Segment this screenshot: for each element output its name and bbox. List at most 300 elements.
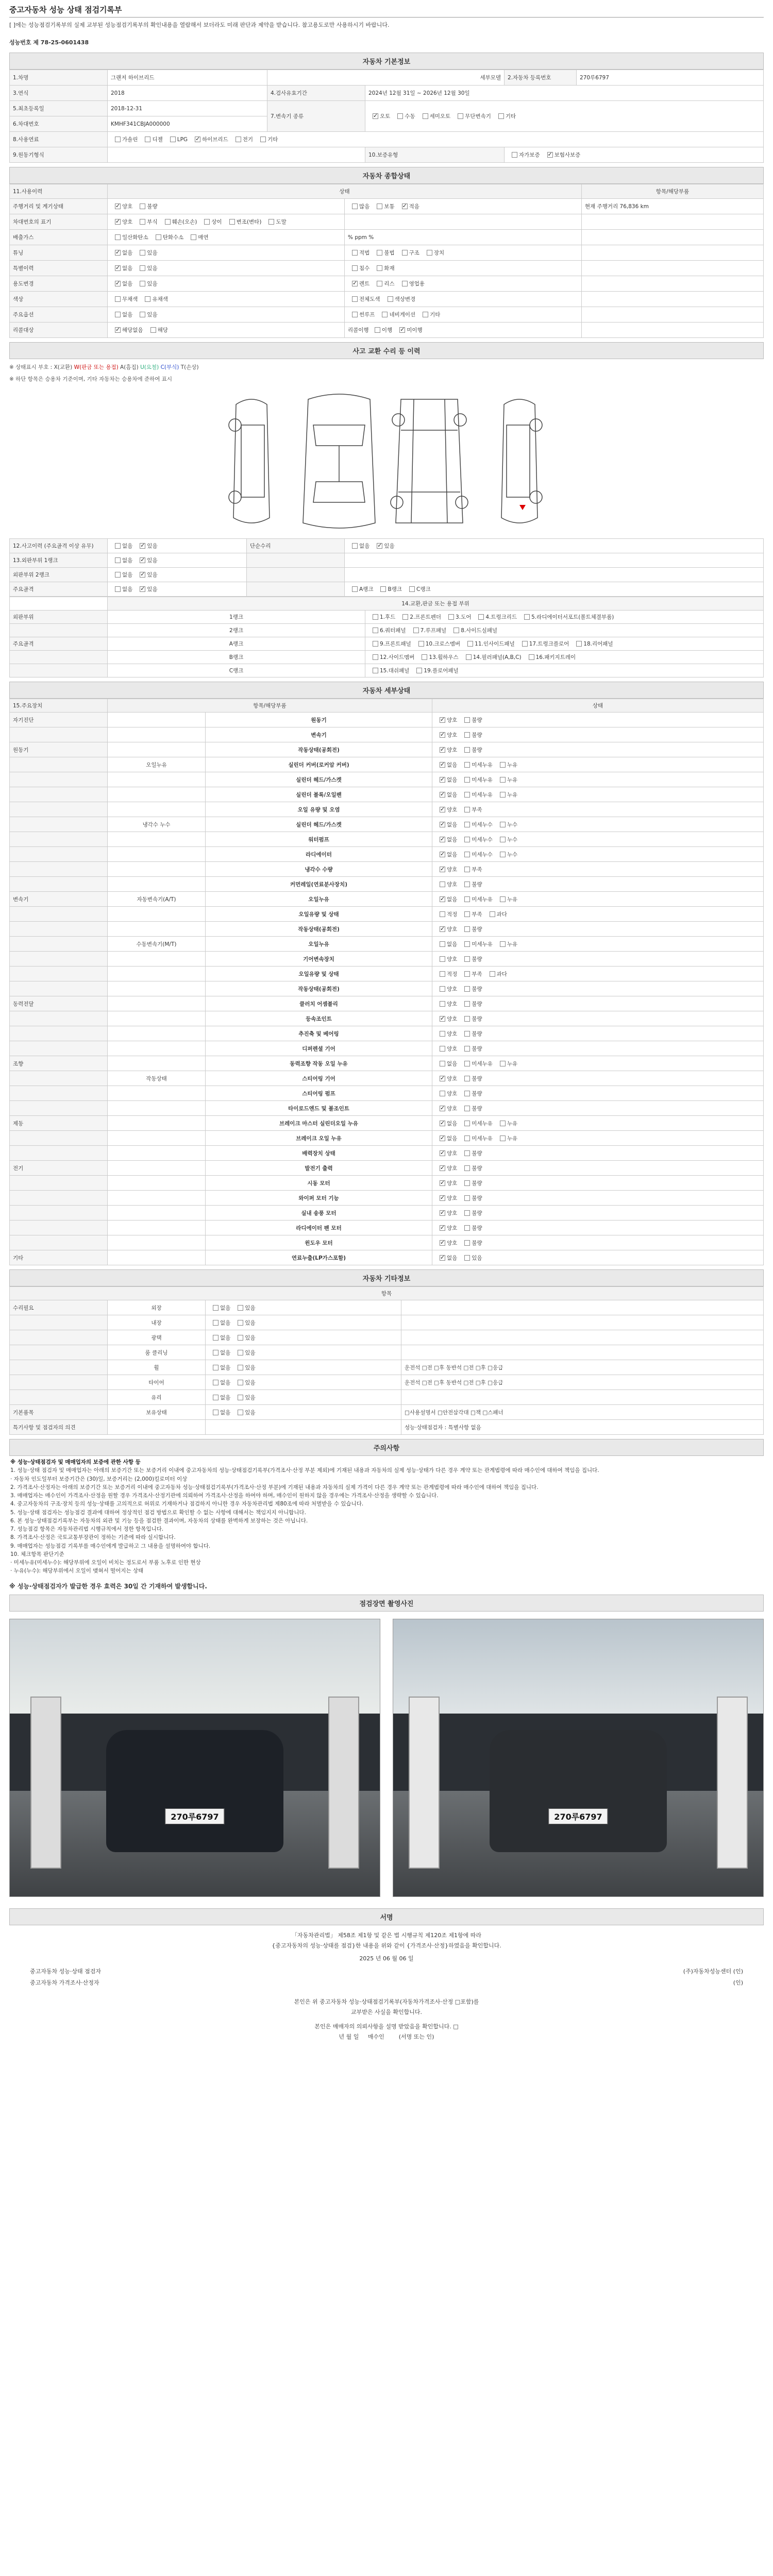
detail-item: 원동기 <box>206 713 432 727</box>
detail-option <box>435 1045 457 1053</box>
overall-checkbox[interactable] <box>140 265 145 271</box>
detail-table <box>9 699 764 1265</box>
detail-checkbox[interactable] <box>440 1180 445 1186</box>
detail-row <box>10 922 764 937</box>
overall-option-label: 변조(변타) <box>236 219 262 225</box>
detail-checkbox[interactable] <box>440 896 445 902</box>
detail-checkbox[interactable] <box>440 1255 445 1261</box>
detail-checkbox[interactable] <box>464 732 470 738</box>
detail-checkbox[interactable] <box>440 941 445 947</box>
detail-option-label: 미세누수 <box>472 821 493 828</box>
overall-row <box>10 276 764 292</box>
overall-detail-checkbox[interactable] <box>352 296 358 302</box>
detail-checkbox[interactable] <box>464 1046 470 1052</box>
detail-checkbox[interactable] <box>440 926 445 932</box>
detail-checkbox[interactable] <box>440 792 445 798</box>
detail-row <box>10 1131 764 1146</box>
part-checkbox[interactable] <box>524 614 530 620</box>
detail-checkbox[interactable] <box>500 762 506 768</box>
detail-checkbox[interactable] <box>464 896 470 902</box>
detail-checkbox[interactable] <box>464 1150 470 1156</box>
detail-option <box>460 1075 482 1082</box>
accident-option-label: 있음 <box>147 543 158 549</box>
accident-option-label: 없음 <box>122 557 133 564</box>
detail-option <box>435 1209 457 1217</box>
other-checkbox[interactable] <box>213 1305 219 1311</box>
parts-group <box>10 651 108 664</box>
notice-text: [ ]에는 성능점검기록부의 실제 교부된 성능점검기록부의 확인내용을 열람해서 보더라도 미래 판단과 제약을 받습니다. 참고용도로만 사용하시기 바랍니다. <box>9 22 390 28</box>
part-checkbox[interactable] <box>576 641 582 647</box>
detail-checkbox[interactable] <box>464 1001 470 1007</box>
transmission-option <box>494 112 516 120</box>
overall-checkbox[interactable] <box>268 219 274 225</box>
detail-checkbox[interactable] <box>464 1255 470 1261</box>
other-option-label: 없음 <box>220 1409 231 1416</box>
label-detail-model: 세부모델 <box>267 70 505 86</box>
detail-checkbox[interactable] <box>440 1136 445 1141</box>
overall-detail-option <box>398 280 425 287</box>
part-checkbox[interactable] <box>453 628 459 633</box>
detail-checkbox[interactable] <box>440 1016 445 1022</box>
detail-checkbox[interactable] <box>440 1150 445 1156</box>
detail-checkbox[interactable] <box>440 1195 445 1201</box>
warranty-checkbox[interactable] <box>512 152 517 158</box>
part-option-label: 6.쿼터패널 <box>380 628 406 634</box>
fuel-checkbox[interactable] <box>195 137 200 142</box>
overall-checkbox[interactable] <box>115 312 121 317</box>
detail-option-label: 양호 <box>447 1180 458 1187</box>
part-checkbox[interactable] <box>413 628 419 633</box>
detail-checkbox[interactable] <box>500 777 506 783</box>
overall-detail-option <box>395 326 422 334</box>
detail-checkbox[interactable] <box>440 1210 445 1216</box>
overall-checkbox[interactable] <box>140 281 145 286</box>
part-checkbox[interactable] <box>373 668 378 673</box>
detail-checkbox[interactable] <box>500 822 506 827</box>
fuel-checkbox[interactable] <box>260 137 266 142</box>
detail-option <box>460 716 482 724</box>
detail-checkbox[interactable] <box>440 867 445 872</box>
detail-checkbox[interactable] <box>464 1061 470 1066</box>
other-option-label: 없음 <box>220 1334 231 1341</box>
inspector-value: (주)자동차성능센터 (인) <box>683 1968 743 1975</box>
detail-option-label: 양호 <box>447 1075 458 1082</box>
transmission-checkbox[interactable] <box>373 113 378 119</box>
overall-detail-checkbox[interactable] <box>375 327 380 333</box>
detail-checkbox[interactable] <box>440 732 445 738</box>
label-inspection-period: 4.검사유효기간 <box>267 86 365 101</box>
other-option-label: 있음 <box>245 1394 256 1401</box>
accident2-checkbox[interactable] <box>409 586 415 592</box>
parts-items <box>365 651 764 664</box>
other-state <box>206 1360 401 1375</box>
detail-checkbox[interactable] <box>440 1106 445 1111</box>
detail-checkbox[interactable] <box>464 1121 470 1126</box>
fuel-checkbox[interactable] <box>236 137 241 142</box>
detail-checkbox[interactable] <box>464 971 470 977</box>
detail-checkbox[interactable] <box>464 1136 470 1141</box>
detail-option <box>435 716 457 724</box>
other-option-label: 없음 <box>220 1349 231 1356</box>
detail-group <box>10 832 108 847</box>
section-photos: 점검장면 촬영사진 <box>9 1595 764 1612</box>
detail-state <box>432 981 764 996</box>
overall-detail-option <box>348 311 375 318</box>
detail-checkbox[interactable] <box>464 1106 470 1111</box>
detail-state <box>432 952 764 967</box>
overall-checkbox[interactable] <box>140 219 145 225</box>
detail-item: 작동상태(공회전) <box>206 922 432 937</box>
overall-detail-option-label: 화재 <box>384 265 395 272</box>
warranty-checkbox[interactable] <box>547 152 553 158</box>
detail-subgroup <box>108 1026 206 1041</box>
other-checkbox[interactable] <box>238 1365 243 1370</box>
detail-checkbox[interactable] <box>440 1225 445 1231</box>
detail-option-label: 불량 <box>472 1195 482 1201</box>
detail-checkbox[interactable] <box>500 792 506 798</box>
detail-checkbox[interactable] <box>500 837 506 842</box>
fuel-checkbox[interactable] <box>170 137 176 142</box>
detail-option-label: 과다 <box>496 971 507 977</box>
other-option-label: 없음 <box>220 1304 231 1311</box>
overall-detail-checkbox[interactable] <box>382 312 388 317</box>
overall-detail-option <box>348 264 369 272</box>
overall-option <box>111 326 143 334</box>
warranty-option <box>508 151 540 159</box>
overall-detail-checkbox[interactable] <box>377 265 382 271</box>
detail-checkbox[interactable] <box>464 807 470 812</box>
detail-checkbox[interactable] <box>440 1061 445 1066</box>
detail-checkbox[interactable] <box>464 882 470 887</box>
detail-checkbox[interactable] <box>500 896 506 902</box>
part-checkbox[interactable] <box>422 654 427 660</box>
overall-detail-option <box>371 326 392 334</box>
detail-checkbox[interactable] <box>464 747 470 753</box>
parts-group <box>10 664 108 677</box>
detail-option <box>435 955 457 963</box>
other-checkbox[interactable] <box>238 1320 243 1326</box>
detail-state <box>432 877 764 892</box>
detail-checkbox[interactable] <box>490 911 495 917</box>
other-group <box>10 1345 108 1360</box>
detail-state <box>432 1161 764 1176</box>
section-signature: 서명 <box>9 1908 764 1925</box>
fuel-checkbox[interactable] <box>115 137 121 142</box>
detail-checkbox[interactable] <box>464 717 470 723</box>
overall-checkbox[interactable] <box>150 327 156 333</box>
part-checkbox[interactable] <box>373 641 378 647</box>
fuel-checkbox[interactable] <box>145 137 150 142</box>
detail-item: 브레이크 오일 누유 <box>206 1131 432 1146</box>
detail-checkbox[interactable] <box>464 1165 470 1171</box>
accident-checkbox[interactable] <box>115 572 121 578</box>
detail-row <box>10 1056 764 1071</box>
detail-checkbox[interactable] <box>464 1091 470 1096</box>
detail-checkbox[interactable] <box>440 1001 445 1007</box>
detail-checkbox[interactable] <box>464 792 470 798</box>
accident-checkbox[interactable] <box>140 543 145 549</box>
part-checkbox[interactable] <box>529 654 534 660</box>
other-checkbox[interactable] <box>213 1335 219 1341</box>
overall-checkbox[interactable] <box>140 250 145 256</box>
fuel-options <box>108 132 764 147</box>
detail-option <box>435 1134 457 1142</box>
detail-option-label: 없음 <box>447 791 458 798</box>
detail-state <box>432 817 764 832</box>
detail-checkbox[interactable] <box>500 1061 506 1066</box>
part-checkbox[interactable] <box>373 628 378 633</box>
detail-checkbox[interactable] <box>464 1195 470 1201</box>
overall-detail-checkbox[interactable] <box>423 312 428 317</box>
detail-checkbox[interactable] <box>500 852 506 857</box>
accident2-checkbox[interactable] <box>352 543 358 549</box>
overall-checkbox[interactable] <box>115 265 121 271</box>
part-option <box>414 640 460 648</box>
detail-checkbox[interactable] <box>464 1210 470 1216</box>
overall-option-label: 양호 <box>122 204 133 210</box>
accident2-checkbox[interactable] <box>352 586 358 592</box>
detail-checkbox[interactable] <box>440 1121 445 1126</box>
transmission-checkbox[interactable] <box>423 113 428 119</box>
overall-detail-option <box>373 249 394 257</box>
detail-option <box>460 1254 482 1262</box>
accident-checkbox[interactable] <box>115 586 121 592</box>
overall-checkbox[interactable] <box>115 296 121 302</box>
inspector-row <box>9 1967 764 1975</box>
overall-option <box>136 218 157 226</box>
overall-checkbox[interactable] <box>204 219 210 225</box>
detail-checkbox[interactable] <box>500 941 506 947</box>
other-checkbox[interactable] <box>213 1395 219 1400</box>
overall-detail-checkbox[interactable] <box>377 250 382 256</box>
overall-row-label: 주요옵션 <box>10 307 108 323</box>
part-checkbox[interactable] <box>448 614 454 620</box>
overall-option <box>111 295 138 303</box>
overall-detail3-checkbox[interactable] <box>427 250 432 256</box>
detail-checkbox[interactable] <box>440 1076 445 1081</box>
detail-checkbox[interactable] <box>440 762 445 768</box>
detail-option-label: 불량 <box>472 732 482 738</box>
detail-checkbox[interactable] <box>440 747 445 753</box>
detail-state <box>432 1011 764 1026</box>
detail-checkbox[interactable] <box>464 762 470 768</box>
accident-checkbox[interactable] <box>140 586 145 592</box>
overall-detail-checkbox[interactable] <box>388 296 393 302</box>
part-checkbox[interactable] <box>478 614 484 620</box>
overall-detail-checkbox[interactable] <box>399 327 405 333</box>
overall-checkbox[interactable] <box>156 234 161 240</box>
overall-detail-checkbox[interactable] <box>352 312 358 317</box>
part-checkbox[interactable] <box>416 668 422 673</box>
accident-checkbox[interactable] <box>115 543 121 549</box>
overall-detail-checkbox[interactable] <box>377 204 382 209</box>
overall-header-state: 상태 <box>108 184 582 199</box>
overall-detail-checkbox[interactable] <box>352 204 358 209</box>
detail-item: 냉각수 수량 <box>206 862 432 877</box>
accident2-option-label: C랭크 <box>416 586 431 592</box>
overall-checkbox[interactable] <box>115 250 121 256</box>
overall-checkbox[interactable] <box>115 204 121 209</box>
detail-option <box>435 1000 457 1008</box>
overall-checkbox[interactable] <box>165 219 171 225</box>
detail-option <box>435 761 457 769</box>
detail-state <box>432 1131 764 1146</box>
detail-option-label: 누유 <box>507 761 518 768</box>
detail-checkbox[interactable] <box>440 777 445 783</box>
overall-state-cell <box>108 214 345 230</box>
overall-detail-option-label: 적법 <box>359 250 370 256</box>
detail-state <box>432 1191 764 1206</box>
overall-checkbox[interactable] <box>115 281 121 286</box>
overall-checkbox[interactable] <box>140 204 145 209</box>
detail-checkbox[interactable] <box>464 837 470 842</box>
detail-checkbox[interactable] <box>440 971 445 977</box>
detail-checkbox[interactable] <box>464 986 470 992</box>
detail-checkbox[interactable] <box>440 1031 445 1037</box>
detail-checkbox[interactable] <box>464 852 470 857</box>
parts-rank: A랭크 <box>108 637 365 651</box>
other-checkbox[interactable] <box>238 1380 243 1385</box>
accident2-checkbox[interactable] <box>377 543 382 549</box>
other-extra <box>401 1300 764 1315</box>
detail-checkbox[interactable] <box>440 852 445 857</box>
overall-checkbox[interactable] <box>115 234 121 240</box>
detail-checkbox[interactable] <box>440 822 445 827</box>
accident-checkbox[interactable] <box>115 557 121 563</box>
appraiser-row <box>9 1978 764 1987</box>
detail-checkbox[interactable] <box>464 926 470 932</box>
other-checkbox[interactable] <box>213 1380 219 1385</box>
transmission-checkbox[interactable] <box>498 113 504 119</box>
detail-row <box>10 1235 764 1250</box>
overall-detail-checkbox[interactable] <box>402 281 408 286</box>
part-option <box>444 613 471 621</box>
other-checkbox[interactable] <box>238 1395 243 1400</box>
detail-option <box>460 836 493 843</box>
overall-checkbox[interactable] <box>229 219 235 225</box>
detail-subgroup <box>108 862 206 877</box>
detail-checkbox[interactable] <box>440 1046 445 1052</box>
detail-checkbox[interactable] <box>500 1136 506 1141</box>
part-checkbox[interactable] <box>373 614 378 620</box>
detail-checkbox[interactable] <box>464 822 470 827</box>
overall-detail-checkbox[interactable] <box>352 281 358 286</box>
overall-detail-checkbox[interactable] <box>377 281 382 286</box>
detail-checkbox[interactable] <box>440 1240 445 1246</box>
other-checkbox[interactable] <box>213 1320 219 1326</box>
accident-state2-cell <box>345 539 764 553</box>
overall-checkbox[interactable] <box>145 296 150 302</box>
detail-state <box>432 742 764 757</box>
part-checkbox[interactable] <box>467 641 473 647</box>
detail-checkbox[interactable] <box>440 986 445 992</box>
detail-group <box>10 1071 108 1086</box>
overall-option-label: 양호 <box>122 219 133 225</box>
part-checkbox[interactable] <box>402 614 408 620</box>
transmission-checkbox[interactable] <box>397 113 403 119</box>
part-checkbox[interactable] <box>466 654 472 660</box>
accident-checkbox[interactable] <box>140 572 145 578</box>
other-checkbox[interactable] <box>213 1365 219 1370</box>
detail-option <box>496 851 517 858</box>
detail-checkbox[interactable] <box>464 1225 470 1231</box>
detail-checkbox[interactable] <box>464 867 470 872</box>
detail-subgroup <box>108 967 206 981</box>
accident2-checkbox[interactable] <box>380 586 386 592</box>
part-checkbox[interactable] <box>373 654 378 660</box>
detail-state <box>432 1071 764 1086</box>
other-checkbox[interactable] <box>238 1350 243 1355</box>
parts-row <box>10 611 764 624</box>
other-checkbox[interactable] <box>238 1410 243 1415</box>
detail-checkbox[interactable] <box>440 1091 445 1096</box>
detail-checkbox[interactable] <box>464 1031 470 1037</box>
detail-option <box>460 731 482 739</box>
detail-option-label: 미세누유 <box>472 1135 493 1142</box>
overall-option-label: 있음 <box>147 250 158 256</box>
accident-state2-cell <box>345 568 764 582</box>
overall-option-label: 없음 <box>122 281 133 287</box>
part-checkbox[interactable] <box>418 641 424 647</box>
detail-checkbox[interactable] <box>440 911 445 917</box>
detail-checkbox[interactable] <box>440 956 445 962</box>
other-checkbox[interactable] <box>238 1305 243 1311</box>
overall-checkbox[interactable] <box>140 312 145 317</box>
other-checkbox[interactable] <box>213 1350 219 1355</box>
detail-checkbox[interactable] <box>440 807 445 812</box>
detail-checkbox[interactable] <box>464 1180 470 1186</box>
detail-checkbox[interactable] <box>440 882 445 887</box>
overall-checkbox[interactable] <box>191 234 196 240</box>
detail-option-label: 양호 <box>447 866 458 873</box>
overall-detail-checkbox[interactable] <box>402 204 408 209</box>
detail-checkbox[interactable] <box>440 717 445 723</box>
buyer-sign-row <box>9 2032 764 2042</box>
overall-detail-option-label: 렌트 <box>359 281 370 287</box>
other-checkbox[interactable] <box>238 1335 243 1341</box>
overall-checkbox[interactable] <box>115 219 121 225</box>
caution-line: 5. 성능·상태 점검자는 성능점검 결과에 대하여 정상적인 점검 방법으로 확인할 수 없는 사항에 대해서는 책임지지 아니합니다. <box>10 1509 306 1516</box>
detail-subgroup <box>108 877 206 892</box>
detail-row <box>10 1011 764 1026</box>
detail-checkbox[interactable] <box>464 1016 470 1022</box>
detail-checkbox[interactable] <box>464 1076 470 1081</box>
other-checkbox[interactable] <box>213 1410 219 1415</box>
detail-checkbox[interactable] <box>464 941 470 947</box>
detail-checkbox[interactable] <box>464 956 470 962</box>
detail-row <box>10 907 764 922</box>
detail-checkbox[interactable] <box>440 837 445 842</box>
detail-checkbox[interactable] <box>500 1121 506 1126</box>
overall-detail3-checkbox[interactable] <box>402 250 408 256</box>
overall-detail-checkbox[interactable] <box>352 265 358 271</box>
transmission-checkbox[interactable] <box>458 113 463 119</box>
label-engine-type: 9.원동기형식 <box>10 147 108 163</box>
overall-checkbox[interactable] <box>115 327 121 333</box>
accident-checkbox[interactable] <box>140 557 145 563</box>
detail-checkbox[interactable] <box>464 777 470 783</box>
detail-checkbox[interactable] <box>464 1240 470 1246</box>
accident-row-label: 외판부위 2랭크 <box>10 568 108 582</box>
overall-detail-checkbox[interactable] <box>352 250 358 256</box>
overall-row <box>10 261 764 276</box>
detail-checkbox[interactable] <box>490 971 495 977</box>
detail-group <box>10 1086 108 1101</box>
detail-checkbox[interactable] <box>464 911 470 917</box>
detail-checkbox[interactable] <box>440 1165 445 1171</box>
other-option <box>209 1349 230 1357</box>
part-checkbox[interactable] <box>522 641 528 647</box>
